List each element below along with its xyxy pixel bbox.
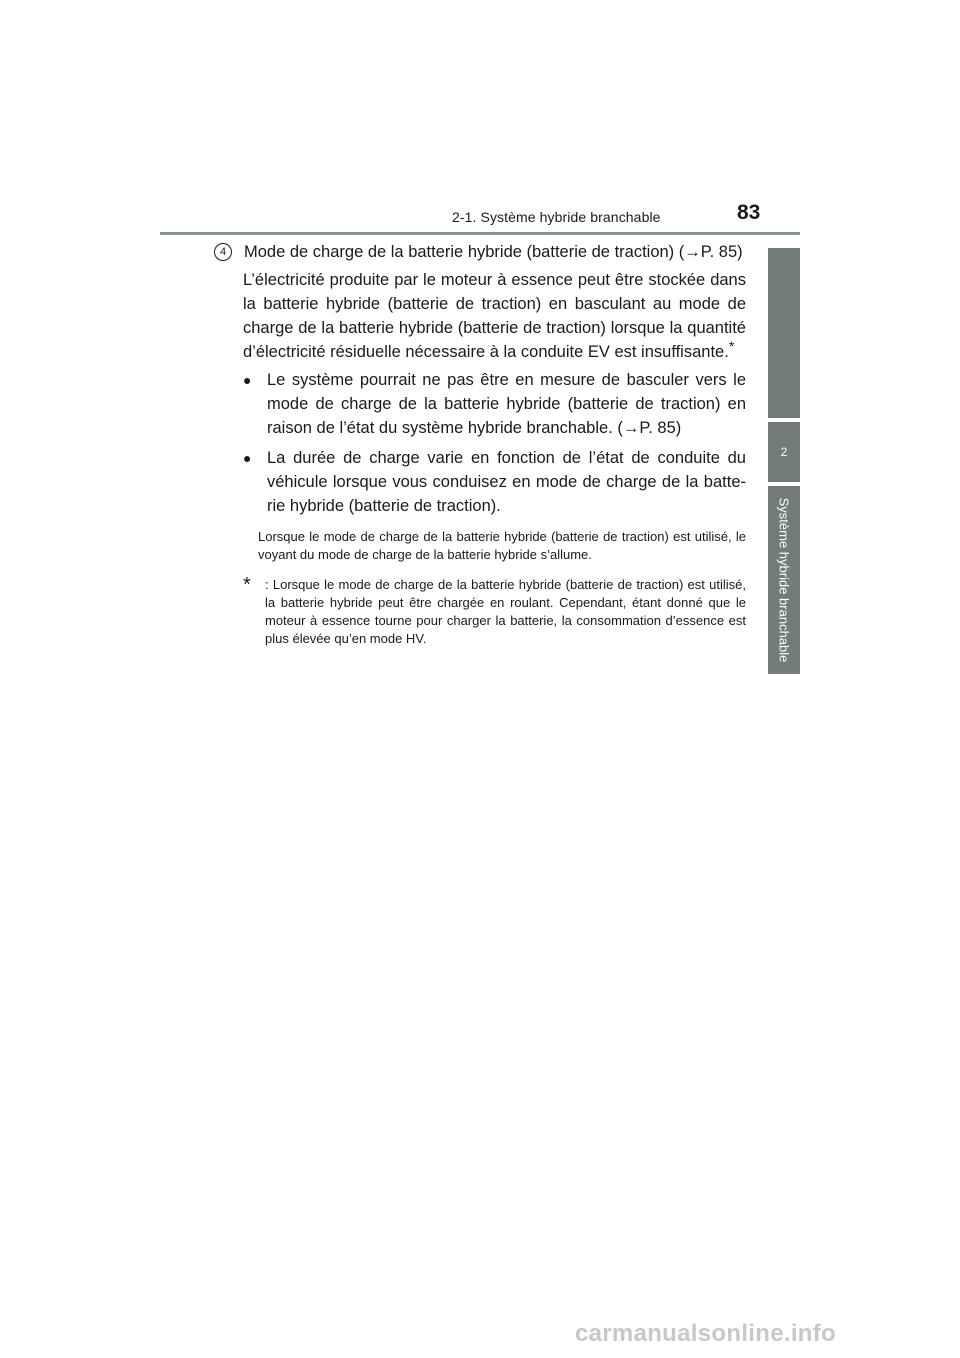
footnote-reference-mark: * — [728, 338, 735, 354]
main-content — [214, 236, 746, 648]
bullet-text: Le système pourrait ne pas être en mesure de basculer vers le mode de charge de la batterie hybride (batterie de traction) en raison de l’état du système hybride branchable. (→P. 85) — [267, 371, 746, 437]
item-number-badge: 4 — [214, 243, 232, 261]
bullet-dot-icon: ● — [243, 372, 252, 388]
footnote-text: : Lorsque le mode de charge de la batterie hybride (batterie de traction) est utilisé, la batterie hybride peut être chargée en roulant. Cependant, étant donné que le moteur à essence tourne pour charger la batterie, la consommation d’essence est plus élevée qu’en mode HV. — [265, 577, 746, 646]
bullet-text: La durée de charge varie en fonction de l’état de conduite du véhicule lorsque vous conduisez en mode de charge de la batte-rie hybride (batterie de traction). — [267, 449, 746, 515]
bullet-list — [243, 368, 746, 518]
header-divider — [160, 232, 800, 235]
footnote — [243, 576, 746, 648]
indicator-note: Lorsque le mode de charge de la batterie hybride (batterie de traction) est utilisé, le voyant du mode de charge de la batterie hybride s’allume. — [258, 529, 746, 562]
item-title: Mode de charge de la batterie hybride (batterie de traction) (→P. 85) — [244, 243, 743, 261]
side-tab-chapter-title: Système hybride branchable — [776, 497, 792, 663]
item-description-text: L’électricité produite par le moteur à essence peut être stockée dans la batterie hybride (batterie de traction) en basculant au mode de charge de la batterie hybride (batterie de traction) lorsque la quantité d’électricité résiduelle nécessaire à la conduite EV est insuffisante. — [243, 271, 746, 361]
bullet-dot-icon: ● — [243, 450, 252, 466]
item-heading — [214, 236, 746, 268]
side-tab-chapter-number: 2 — [768, 422, 800, 482]
page-number: 83 — [737, 201, 761, 224]
side-tab-top — [768, 248, 800, 418]
item-description — [243, 268, 746, 364]
list-item — [243, 446, 746, 518]
header-section-title: 2-1. Système hybride branchable — [452, 209, 661, 225]
list-item — [243, 368, 746, 440]
footnote-mark: * — [243, 574, 251, 596]
watermark: carmanualsonline.info — [575, 1320, 837, 1347]
